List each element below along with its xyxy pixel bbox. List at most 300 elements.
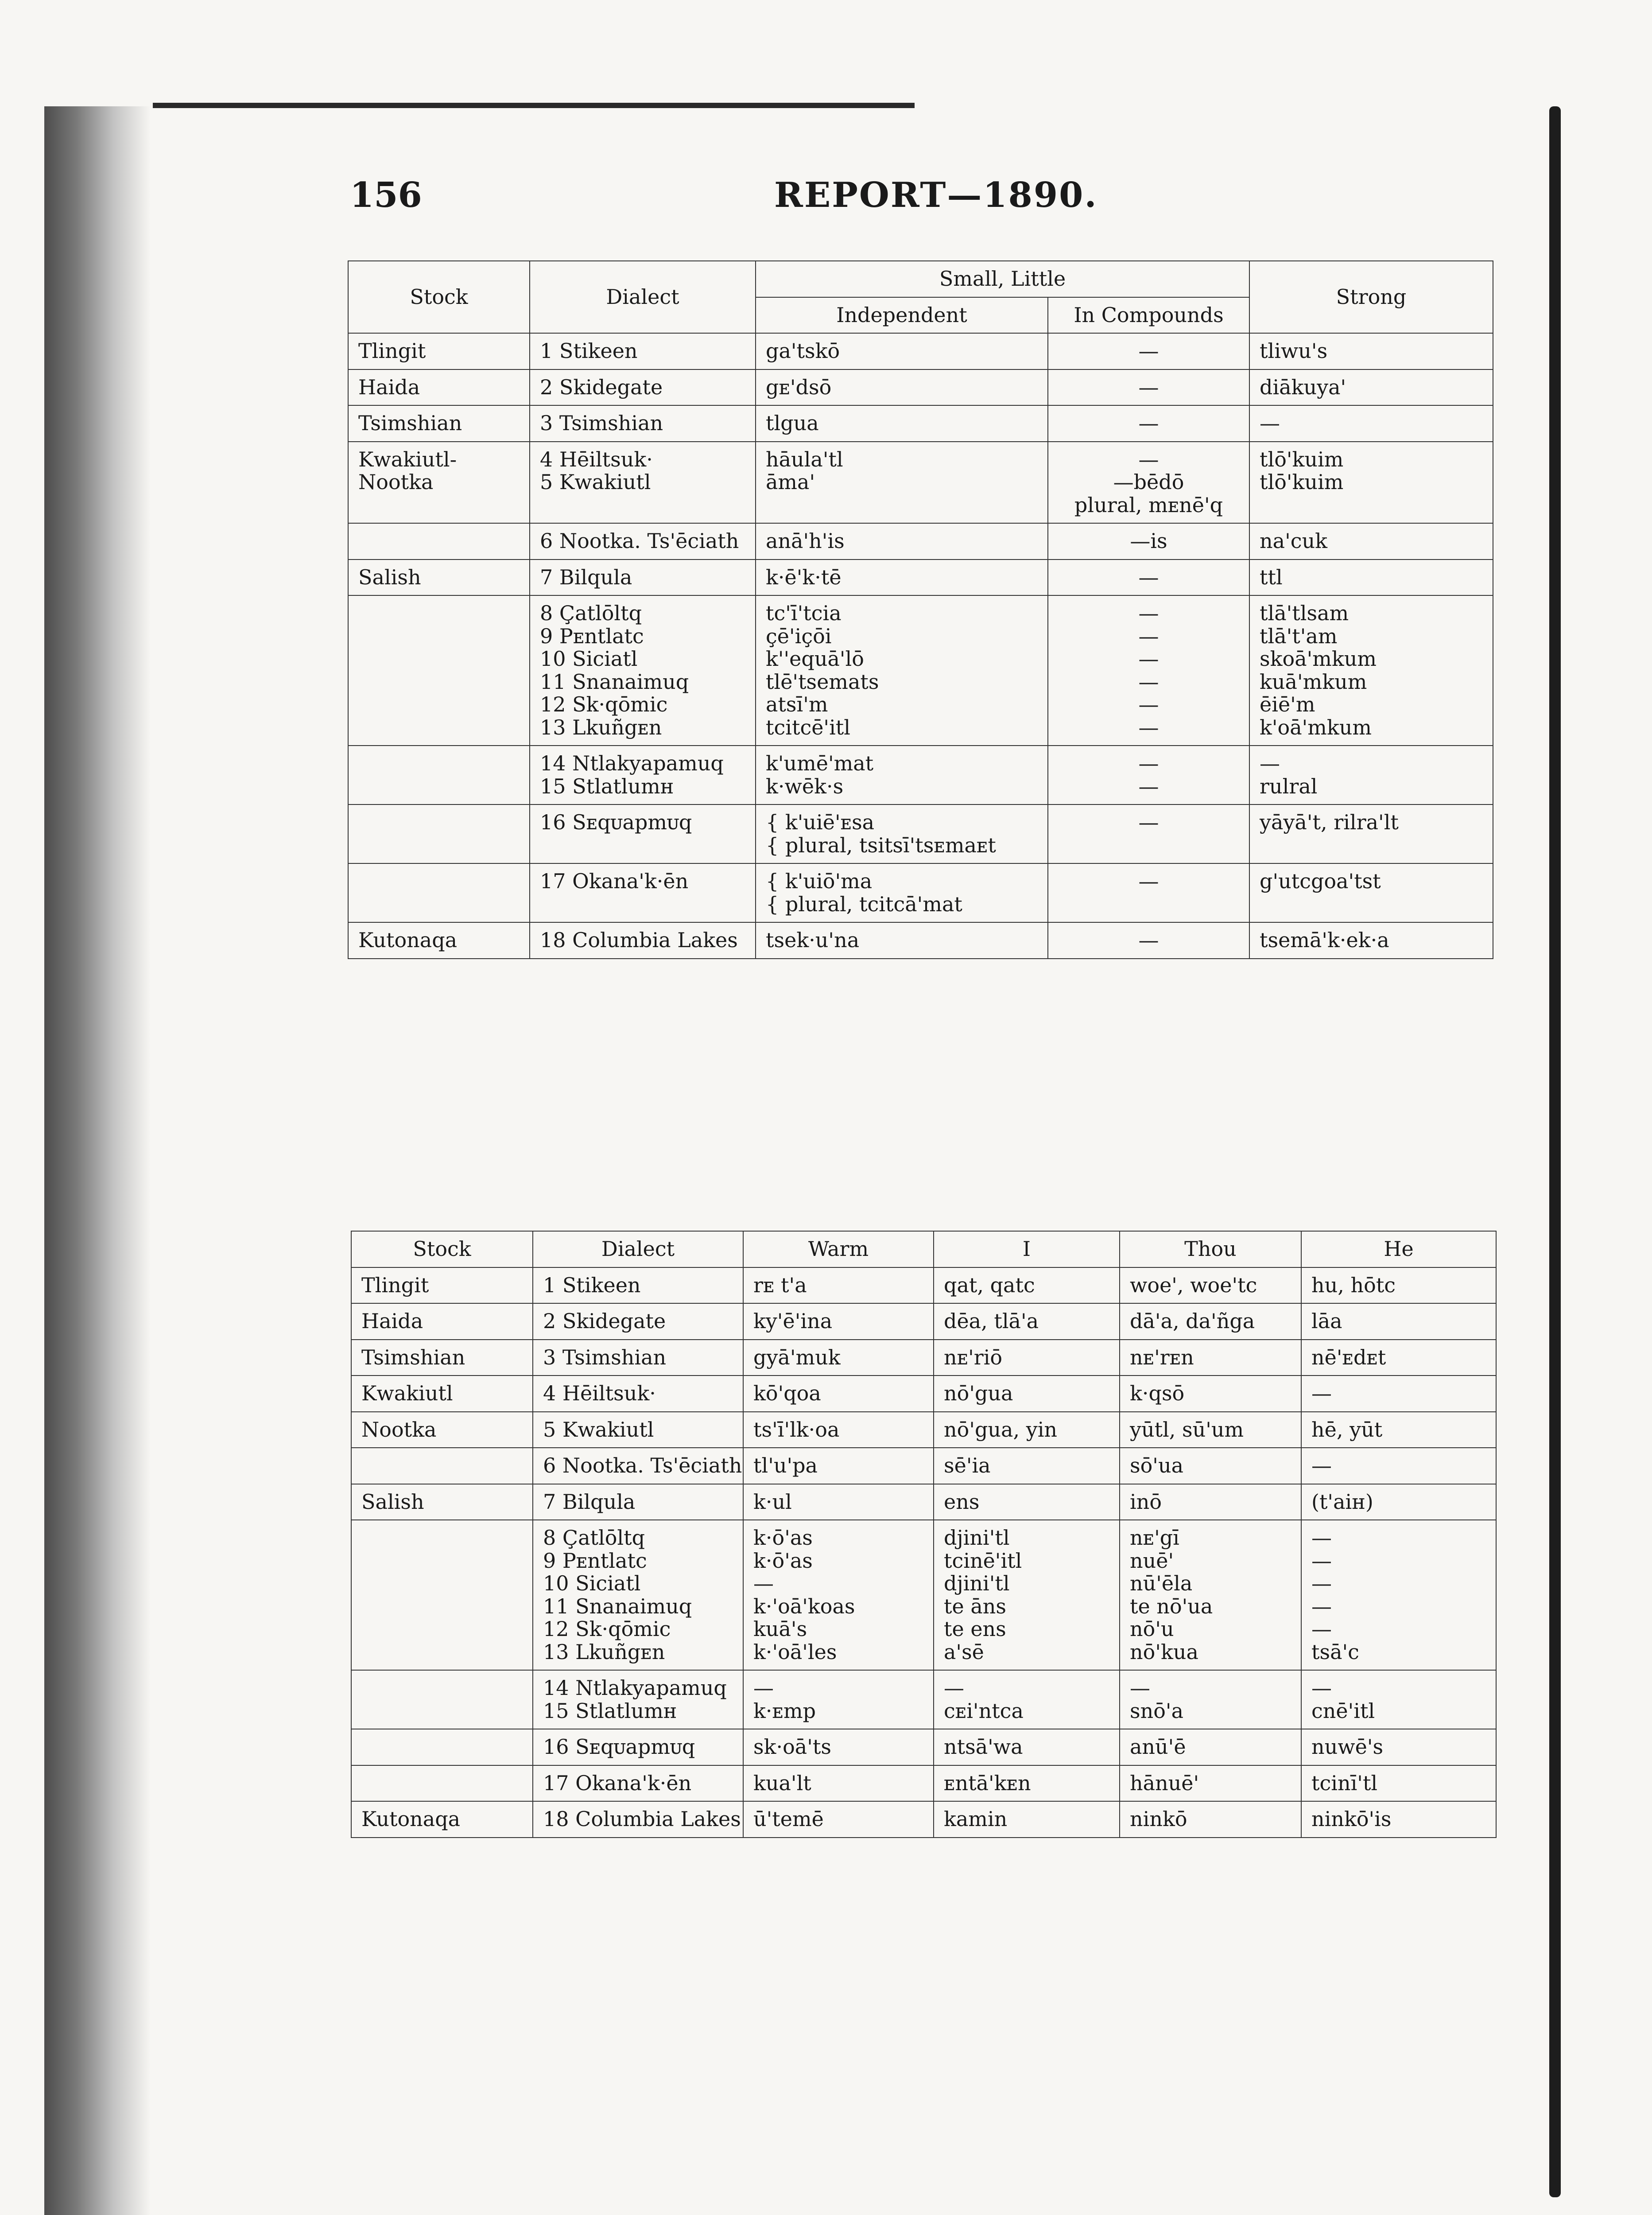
compounds-cell — [1048, 922, 1249, 959]
dialect-entry: 18 Columbia Lakes — [543, 1807, 741, 1831]
strong-cell — [1249, 804, 1493, 863]
thou-cell — [1120, 1412, 1301, 1448]
stock-cell — [348, 523, 530, 560]
i-cell — [934, 1765, 1120, 1802]
independent-entry: { k'uiō'ma — [766, 869, 873, 894]
strong-cell — [1249, 922, 1493, 959]
he-cell — [1301, 1448, 1496, 1484]
independent-entry: { plural, tsitsī'tsᴇmaᴇt — [766, 833, 996, 857]
stock-cell — [348, 746, 530, 804]
compounds-entry: —bēdō — [1113, 470, 1184, 494]
table-row — [351, 1340, 1496, 1376]
i-cell — [934, 1484, 1120, 1520]
strong-cell — [1249, 746, 1493, 804]
i-entry: ens — [944, 1489, 980, 1514]
stock-cell — [348, 560, 530, 596]
table-row — [351, 1376, 1496, 1412]
thou-entry: k·qsō — [1130, 1381, 1185, 1406]
i-cell — [934, 1376, 1120, 1412]
stock-name: Tlingit — [358, 339, 426, 363]
dialect-entry: 13 Lkuñgᴇn — [540, 715, 662, 739]
independent-cell — [756, 922, 1048, 959]
compounds-entry: — — [1138, 647, 1159, 671]
dialect-entry: 4 Hēiltsuk· — [543, 1381, 656, 1406]
he-entry: — — [1311, 1453, 1332, 1478]
compounds-entry: — — [1138, 565, 1159, 589]
table-row — [348, 333, 1493, 369]
strong-entry: na'cuk — [1260, 529, 1327, 553]
compounds-cell — [1048, 595, 1249, 746]
warm-entry: kō'qoa — [753, 1381, 821, 1406]
warm-entry: ū'temē — [753, 1807, 824, 1831]
compounds-cell — [1048, 369, 1249, 406]
strong-entry: kuā'mkum — [1260, 669, 1367, 694]
he-cell — [1301, 1303, 1496, 1340]
warm-cell — [743, 1729, 934, 1765]
compounds-entry: — — [1138, 869, 1159, 894]
dialect-entry: 7 Bilqula — [543, 1489, 636, 1514]
strong-entry: — — [1260, 411, 1280, 435]
table-row — [351, 1765, 1496, 1802]
warm-cell — [743, 1376, 934, 1412]
header-in-compounds: In Compounds — [1048, 297, 1249, 334]
header-stock: Stock — [351, 1231, 533, 1267]
warm-entry: k·ō'as — [753, 1548, 813, 1573]
thou-entry: ninkō — [1130, 1807, 1187, 1831]
stock-cell — [351, 1267, 533, 1304]
table-row — [348, 746, 1493, 804]
dialect-entry: 14 Ntlakyapamuq — [543, 1676, 727, 1700]
dialect-cell — [530, 442, 756, 524]
independent-entry: tsek·u'na — [766, 928, 860, 952]
stock-cell — [348, 442, 530, 524]
warm-cell — [743, 1520, 934, 1670]
thou-entry: nū'ēla — [1130, 1571, 1193, 1596]
dialect-cell — [533, 1484, 743, 1520]
i-cell — [934, 1448, 1120, 1484]
warm-cell — [743, 1484, 934, 1520]
compounds-cell — [1048, 442, 1249, 524]
he-cell — [1301, 1267, 1496, 1304]
stock-name: Kwakiutl — [361, 1381, 453, 1406]
strong-entry: yāyā't, rilra'lt — [1260, 810, 1399, 835]
he-entry: tsā'c — [1311, 1640, 1359, 1664]
thou-cell — [1120, 1484, 1301, 1520]
warm-entry: k·'oā'koas — [753, 1594, 855, 1618]
stock-name: Tsimshian — [358, 411, 462, 435]
stock-name: Kutonaqa — [361, 1807, 461, 1831]
i-entry: nᴇ'riō — [944, 1345, 1003, 1369]
he-entry: lāa — [1311, 1309, 1342, 1333]
thou-entry: nō'u — [1130, 1617, 1174, 1641]
compounds-cell — [1048, 523, 1249, 560]
dialect-cell — [530, 595, 756, 746]
stock-cell — [351, 1729, 533, 1765]
strong-entry: — — [1260, 751, 1280, 776]
independent-entry: āma' — [766, 470, 815, 494]
dialect-entry: 1 Stikeen — [540, 339, 638, 363]
strong-entry: ēiē'm — [1260, 692, 1315, 717]
header-small-little: Small, Little — [756, 261, 1249, 297]
warm-cell — [743, 1801, 934, 1838]
dialect-entry: 15 Stlatlumʜ — [540, 774, 674, 798]
stock-cell — [351, 1376, 533, 1412]
strong-cell — [1249, 595, 1493, 746]
compounds-cell — [1048, 560, 1249, 596]
compounds-entry: — — [1138, 751, 1159, 776]
dialect-cell — [533, 1376, 743, 1412]
stock-cell — [348, 369, 530, 406]
dialect-entry: 18 Columbia Lakes — [540, 928, 738, 952]
thou-cell — [1120, 1520, 1301, 1670]
compounds-entry: — — [1138, 339, 1159, 363]
dialect-cell — [530, 333, 756, 369]
thou-entry: snō'a — [1130, 1698, 1183, 1723]
strong-cell — [1249, 560, 1493, 596]
i-entry: djini'tl — [944, 1571, 1010, 1596]
i-entry: nō'gua — [944, 1381, 1013, 1406]
warm-entry: k·ō'as — [753, 1526, 813, 1550]
independent-entry: hāula'tl — [766, 447, 843, 471]
stock-cell — [348, 595, 530, 746]
table-row — [351, 1670, 1496, 1729]
table-1-body — [348, 333, 1493, 959]
he-entry: — — [1311, 1526, 1332, 1550]
i-entry: te ens — [944, 1617, 1006, 1641]
compounds-cell — [1048, 746, 1249, 804]
strong-entry: tlā'tlsam — [1260, 601, 1349, 626]
stock-cell — [348, 804, 530, 863]
strong-entry: tliwu's — [1260, 339, 1328, 363]
stock-name: Tlingit — [361, 1273, 429, 1297]
compounds-cell — [1048, 405, 1249, 442]
independent-entry: k''equā'lō — [766, 647, 864, 671]
i-cell — [934, 1412, 1120, 1448]
stock-name: Salish — [358, 565, 421, 589]
strong-entry: tlō'kuim — [1260, 447, 1344, 471]
running-title: REPORT—1890. — [774, 175, 1098, 215]
dialect-entry: 7 Bilqula — [540, 565, 632, 589]
dialect-entry: 1 Stikeen — [543, 1273, 641, 1297]
he-cell — [1301, 1801, 1496, 1838]
independent-entry: { plural, tcitcā'mat — [766, 892, 962, 916]
i-entry: a'sē — [944, 1640, 984, 1664]
strong-entry: skoā'mkum — [1260, 647, 1377, 671]
i-entry: tcinē'itl — [944, 1548, 1022, 1573]
strong-cell — [1249, 523, 1493, 560]
compounds-entry: plural, mᴇnē'q — [1074, 493, 1223, 517]
compounds-cell — [1048, 863, 1249, 922]
dialect-entry: 17 Okana'k·ēn — [543, 1771, 692, 1795]
dialect-cell — [533, 1729, 743, 1765]
dialect-entry: 6 Nootka. Ts'ēciath — [543, 1453, 742, 1478]
dialect-entry: 14 Ntlakyapamuq — [540, 751, 724, 776]
thou-entry: — — [1130, 1676, 1150, 1700]
page-number: 156 — [350, 175, 422, 215]
he-entry: — — [1311, 1381, 1332, 1406]
warm-cell — [743, 1448, 934, 1484]
stock-cell — [348, 333, 530, 369]
table-row — [348, 405, 1493, 442]
compounds-entry: — — [1138, 375, 1159, 399]
independent-entry: çē'içōi — [766, 624, 832, 648]
table-row — [351, 1801, 1496, 1838]
thou-cell — [1120, 1729, 1301, 1765]
he-cell — [1301, 1729, 1496, 1765]
dialect-cell — [533, 1670, 743, 1729]
strong-cell — [1249, 369, 1493, 406]
dialect-cell — [533, 1303, 743, 1340]
header-warm: Warm — [743, 1231, 934, 1267]
dialect-entry: 3 Tsimshian — [543, 1345, 667, 1369]
table-row — [351, 1412, 1496, 1448]
he-cell — [1301, 1484, 1496, 1520]
thou-cell — [1120, 1340, 1301, 1376]
compounds-entry: — — [1138, 601, 1159, 626]
header-i: I — [934, 1231, 1120, 1267]
strong-entry: k'oā'mkum — [1260, 715, 1372, 739]
thou-cell — [1120, 1448, 1301, 1484]
he-cell — [1301, 1340, 1496, 1376]
thou-entry: hānuē' — [1130, 1771, 1199, 1795]
warm-cell — [743, 1340, 934, 1376]
stock-name: Nootka — [361, 1417, 437, 1442]
table-row — [348, 560, 1493, 596]
i-entry: nō'gua, yin — [944, 1417, 1058, 1442]
warm-cell — [743, 1303, 934, 1340]
thou-entry: dā'a, da'ñga — [1130, 1309, 1255, 1333]
independent-cell — [756, 746, 1048, 804]
independent-entry: tcitcē'itl — [766, 715, 850, 739]
compounds-entry: — — [1138, 411, 1159, 435]
stock-name: Haida — [358, 375, 420, 399]
compounds-cell — [1048, 804, 1249, 863]
header-stock: Stock — [348, 261, 530, 333]
table-row — [348, 922, 1493, 959]
he-cell — [1301, 1765, 1496, 1802]
top-rule — [153, 103, 915, 108]
thou-cell — [1120, 1303, 1301, 1340]
header-dialect: Dialect — [530, 261, 756, 333]
he-entry: — — [1311, 1676, 1332, 1700]
independent-entry: tlē'tsemats — [766, 669, 879, 694]
stock-cell — [351, 1765, 533, 1802]
independent-entry: anā'h'is — [766, 529, 845, 553]
compounds-entry: — — [1138, 692, 1159, 717]
warm-entry: rᴇ t'a — [753, 1273, 807, 1297]
vocabulary-table-warm-pronouns — [351, 1231, 1497, 1838]
dialect-cell — [533, 1340, 743, 1376]
dialect-cell — [530, 560, 756, 596]
independent-entry: atsī'm — [766, 692, 828, 717]
table-row — [348, 804, 1493, 863]
strong-entry: tlā't'am — [1260, 624, 1338, 648]
i-cell — [934, 1729, 1120, 1765]
dialect-entry: 6 Nootka. Ts'ēciath — [540, 529, 739, 553]
header-dialect: Dialect — [533, 1231, 743, 1267]
table-row — [351, 1448, 1496, 1484]
stock-cell — [348, 922, 530, 959]
stock-name: Nootka — [358, 470, 434, 494]
he-entry: tcinī'tl — [1311, 1771, 1378, 1795]
dialect-entry: 4 Hēiltsuk· — [540, 447, 653, 471]
independent-entry: { k'uiē'ᴇsa — [766, 810, 875, 835]
i-entry: qat, qatc — [944, 1273, 1035, 1297]
header-independent: Independent — [756, 297, 1048, 334]
compounds-entry: —is — [1130, 529, 1167, 553]
stock-cell — [351, 1340, 533, 1376]
dialect-entry: 12 Sk·qōmic — [540, 692, 668, 717]
i-entry: djini'tl — [944, 1526, 1010, 1550]
dialect-entry: 11 Snanaimuq — [543, 1594, 692, 1618]
warm-entry: sk·oā'ts — [753, 1735, 831, 1759]
table-row — [348, 523, 1493, 560]
strong-entry: tsemā'k·ek·a — [1260, 928, 1389, 952]
independent-entry: k·wēk·s — [766, 774, 844, 798]
he-entry: cnē'itl — [1311, 1698, 1375, 1723]
warm-entry: ts'ī'lk·oa — [753, 1417, 840, 1442]
stock-name: Tsimshian — [361, 1345, 465, 1369]
stock-cell — [348, 863, 530, 922]
vocabulary-table-small-strong — [348, 260, 1493, 959]
compounds-entry: — — [1138, 774, 1159, 798]
warm-entry: k·ul — [753, 1489, 792, 1514]
i-entry: ntsā'wa — [944, 1735, 1023, 1759]
independent-cell — [756, 595, 1048, 746]
i-cell — [934, 1267, 1120, 1304]
table-row — [351, 1520, 1496, 1670]
thou-entry: nuē' — [1130, 1548, 1174, 1573]
warm-cell — [743, 1412, 934, 1448]
dialect-entry: 8 Çatlōltq — [540, 601, 642, 626]
stock-cell — [351, 1520, 533, 1670]
he-entry: (t'aiʜ) — [1311, 1489, 1373, 1514]
he-cell — [1301, 1376, 1496, 1412]
i-cell — [934, 1520, 1120, 1670]
compounds-entry: — — [1138, 447, 1159, 471]
dialect-cell — [533, 1412, 743, 1448]
scan-shadow-right — [1549, 106, 1561, 2197]
strong-cell — [1249, 442, 1493, 524]
independent-entry: ga'tskō — [766, 339, 840, 363]
warm-entry: tl'u'pa — [753, 1453, 818, 1478]
warm-entry: k·'oā'les — [753, 1640, 837, 1664]
dialect-cell — [530, 369, 756, 406]
dialect-entry: 12 Sk·qōmic — [543, 1617, 671, 1641]
scan-shadow-left — [44, 106, 151, 2215]
warm-entry: kuā's — [753, 1617, 807, 1641]
i-cell — [934, 1303, 1120, 1340]
independent-cell — [756, 405, 1048, 442]
warm-entry: — — [753, 1571, 774, 1596]
independent-cell — [756, 333, 1048, 369]
independent-cell — [756, 804, 1048, 863]
i-entry: dēa, tlā'a — [944, 1309, 1039, 1333]
dialect-entry: 9 Pᴇntlatc — [540, 624, 644, 648]
thou-cell — [1120, 1670, 1301, 1729]
thou-entry: inō — [1130, 1489, 1162, 1514]
table-row — [351, 1267, 1496, 1304]
he-entry: — — [1311, 1594, 1332, 1618]
thou-entry: te nō'ua — [1130, 1594, 1213, 1618]
stock-cell — [351, 1670, 533, 1729]
he-cell — [1301, 1412, 1496, 1448]
stock-name: Haida — [361, 1309, 423, 1333]
dialect-cell — [533, 1448, 743, 1484]
warm-entry: k·ᴇmp — [753, 1698, 816, 1723]
he-entry: nē'ᴇdᴇt — [1311, 1345, 1386, 1369]
stock-cell — [351, 1448, 533, 1484]
dialect-entry: 11 Snanaimuq — [540, 669, 689, 694]
stock-name: Salish — [361, 1489, 424, 1514]
thou-cell — [1120, 1267, 1301, 1304]
dialect-entry: 10 Siciatl — [543, 1571, 641, 1596]
strong-entry: tlō'kuim — [1260, 470, 1344, 494]
he-cell — [1301, 1670, 1496, 1729]
strong-entry: diākuya' — [1260, 375, 1346, 399]
he-entry: hu, hōtc — [1311, 1273, 1396, 1297]
dialect-cell — [533, 1267, 743, 1304]
warm-cell — [743, 1670, 934, 1729]
warm-cell — [743, 1765, 934, 1802]
dialect-entry: 16 Sᴇqᴜapmᴜq — [540, 810, 692, 835]
warm-entry: kua'lt — [753, 1771, 811, 1795]
compounds-entry: — — [1138, 928, 1159, 952]
independent-entry: tc'ī'tcia — [766, 601, 842, 626]
dialect-entry: 2 Skidegate — [540, 375, 663, 399]
stock-cell — [351, 1801, 533, 1838]
compounds-cell — [1048, 333, 1249, 369]
thou-entry: anū'ē — [1130, 1735, 1186, 1759]
dialect-cell — [530, 405, 756, 442]
table-row — [351, 1484, 1496, 1520]
dialect-cell — [530, 863, 756, 922]
independent-entry: k·ē'k·tē — [766, 565, 842, 589]
table-2-body — [351, 1267, 1496, 1838]
dialect-entry: 8 Çatlōltq — [543, 1526, 645, 1550]
he-entry: hē, yūt — [1311, 1417, 1383, 1442]
table-row — [351, 1303, 1496, 1340]
header-he: He — [1301, 1231, 1496, 1267]
compounds-entry: — — [1138, 624, 1159, 648]
table-row — [348, 595, 1493, 746]
table-row — [351, 1729, 1496, 1765]
thou-entry: nᴇ'rᴇn — [1130, 1345, 1194, 1369]
compounds-entry: — — [1138, 715, 1159, 739]
dialect-entry: 9 Pᴇntlatc — [543, 1548, 647, 1573]
independent-entry: k'umē'mat — [766, 751, 874, 776]
dialect-cell — [530, 746, 756, 804]
he-entry: — — [1311, 1617, 1332, 1641]
compounds-entry: — — [1138, 669, 1159, 694]
strong-entry: ttl — [1260, 565, 1283, 589]
strong-cell — [1249, 333, 1493, 369]
dialect-entry: 13 Lkuñgᴇn — [543, 1640, 665, 1664]
dialect-entry: 5 Kwakiutl — [543, 1417, 654, 1442]
independent-cell — [756, 523, 1048, 560]
dialect-cell — [533, 1520, 743, 1670]
i-entry: cᴇi'ntca — [944, 1698, 1024, 1723]
dialect-entry: 2 Skidegate — [543, 1309, 666, 1333]
thou-entry: nō'kua — [1130, 1640, 1198, 1664]
dialect-cell — [533, 1765, 743, 1802]
i-entry: kamin — [944, 1807, 1008, 1831]
he-cell — [1301, 1520, 1496, 1670]
strong-entry: g'utcgoa'tst — [1260, 869, 1381, 894]
dialect-cell — [533, 1801, 743, 1838]
strong-cell — [1249, 863, 1493, 922]
he-entry: nuwē's — [1311, 1735, 1384, 1759]
